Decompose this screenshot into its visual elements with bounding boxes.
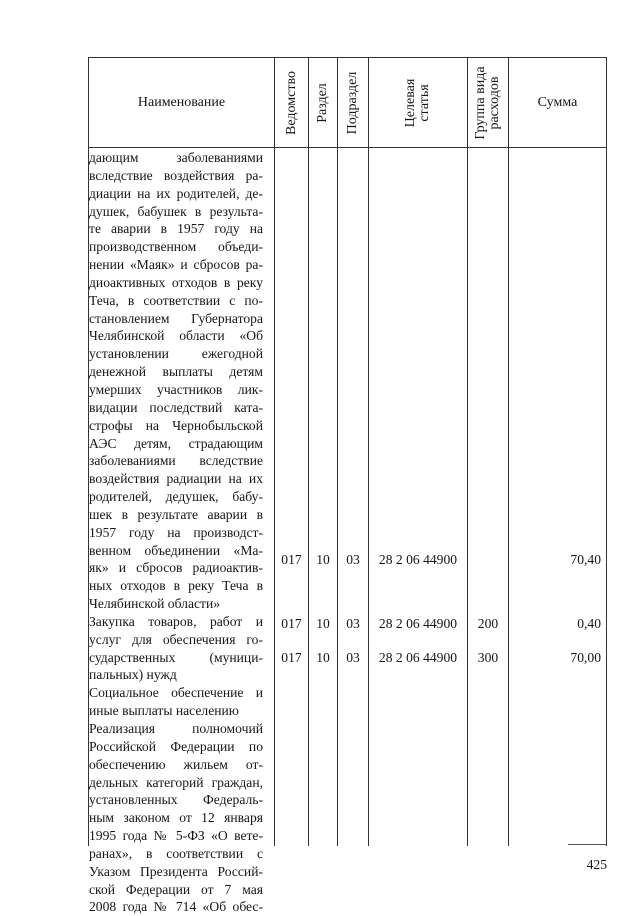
- name-line: дельных категорий граждан,: [89, 774, 263, 790]
- name-line: душек, бабушек в результа-: [89, 203, 263, 219]
- name-line: дающим заболеваниями: [89, 150, 263, 165]
- name-line: пальных) нужд: [89, 667, 177, 683]
- name-line: производственном объеди-: [89, 239, 263, 255]
- name-line: установлении ежегодной: [89, 346, 263, 362]
- header-department: [275, 58, 308, 147]
- cell-amount: 0,40: [577, 616, 601, 631]
- name-line: установленных Федераль-: [89, 792, 263, 808]
- name-line: те аварии в 1957 году на: [89, 221, 263, 237]
- cell-section: 10: [316, 650, 330, 665]
- header-bottom-border: [88, 147, 607, 148]
- header-subsection-label: Подраздел: [345, 71, 360, 134]
- name-line: услуг для обеспечения го-: [89, 631, 263, 647]
- header-department-label: Ведомство: [283, 70, 299, 135]
- header-section: [309, 58, 337, 147]
- column-divider: [467, 57, 468, 846]
- header-amount-label: Сумма: [537, 95, 578, 110]
- name-line: Челябинской области «Об: [89, 328, 263, 344]
- name-line: як» и сбросов радиоактив-: [89, 560, 263, 576]
- name-line: диоактивных отходов в реку: [89, 274, 263, 290]
- cell-subsection: 03: [346, 650, 360, 665]
- name-line: Челябинской области»: [89, 596, 221, 612]
- header-name: [89, 58, 274, 147]
- name-line: родителей, дедушек, бабу-: [89, 489, 263, 505]
- header-amount: [509, 58, 606, 147]
- name-line: сударственных (муници-: [89, 649, 263, 665]
- column-divider: [308, 57, 309, 846]
- name-line: Российской Федерации по: [89, 738, 263, 754]
- name-line: денежной выплаты детям: [89, 364, 263, 380]
- name-line: нении «Маяк» и сбросов ра-: [89, 257, 263, 273]
- name-line: вследствие воздействия ра-: [89, 167, 263, 183]
- name-line: строфы на Чернобыльской: [89, 417, 263, 433]
- name-line: становлением Губернатора: [89, 310, 263, 326]
- cell-target-article: 28 2 06 44900: [378, 616, 458, 631]
- name-line: иные выплаты населению: [89, 703, 239, 719]
- column-divider: [368, 57, 369, 846]
- name-column-text: [89, 149, 263, 916]
- column-divider: [337, 57, 338, 846]
- cell-section: 10: [316, 552, 330, 567]
- cell-expense-group: 200: [477, 616, 499, 631]
- table-right-border: [606, 57, 607, 846]
- name-line: воздействия радиации на их: [89, 471, 263, 487]
- name-line: шек в результате аварии в: [89, 506, 263, 522]
- cell-department: 017: [281, 616, 302, 631]
- cell-department: 017: [281, 650, 302, 665]
- name-line: венном объединении «Ма-: [89, 542, 263, 558]
- cell-expense-group: 300: [477, 650, 499, 665]
- cell-subsection: 03: [346, 616, 360, 631]
- header-subsection: [338, 58, 368, 147]
- name-line: Социальное обеспечение и: [89, 685, 263, 701]
- name-line: ской Федерации от 7 мая: [89, 881, 263, 897]
- name-line: ным законом от 12 января: [89, 810, 263, 826]
- header-target-article: [369, 58, 467, 147]
- header-section-label: Раздел: [315, 82, 330, 123]
- name-line: ных отходов в реку Теча в: [89, 578, 263, 594]
- name-line: Указом Президента Россий-: [89, 863, 263, 879]
- header-name-label: Наименование: [137, 95, 226, 110]
- footer-rule: [568, 844, 606, 845]
- name-line: 1957 году на производст-: [89, 524, 263, 540]
- cell-target-article: 28 2 06 44900: [378, 552, 458, 567]
- cell-target-article: 28 2 06 44900: [378, 650, 458, 665]
- header-expense-group: [468, 58, 508, 147]
- cell-amount: 70,40: [570, 552, 601, 567]
- name-line: Закупка товаров, работ и: [89, 613, 263, 629]
- name-line: Теча, в соответствии с по-: [89, 292, 263, 308]
- name-line: видации последствий ката-: [89, 399, 263, 415]
- cell-section: 10: [316, 616, 330, 631]
- cell-department: 017: [281, 552, 302, 567]
- cell-amount: 70,00: [570, 650, 601, 665]
- name-line: Реализация полномочий: [89, 721, 263, 736]
- name-line: 2008 года № 714 «Об обес-: [89, 899, 263, 915]
- column-divider: [274, 57, 275, 846]
- column-divider: [508, 57, 509, 846]
- name-line: обеспечению жильем от-: [89, 756, 263, 772]
- name-line: АЭС детям, страдающим: [89, 435, 263, 451]
- name-line: диации на их родителей, де-: [89, 185, 263, 201]
- page-number: 425: [586, 857, 607, 872]
- name-line: заболеваниями вследствие: [89, 453, 263, 469]
- name-line: 1995 года № 5-ФЗ «О вете-: [89, 828, 263, 844]
- header-target-article-label: Целевая статья: [403, 78, 432, 127]
- cell-subsection: 03: [346, 552, 360, 567]
- name-line: ранах», в соответствии с: [89, 845, 263, 861]
- header-expense-group-label: Группа вида расходов: [473, 65, 502, 140]
- name-line: умерших участников лик-: [89, 381, 263, 397]
